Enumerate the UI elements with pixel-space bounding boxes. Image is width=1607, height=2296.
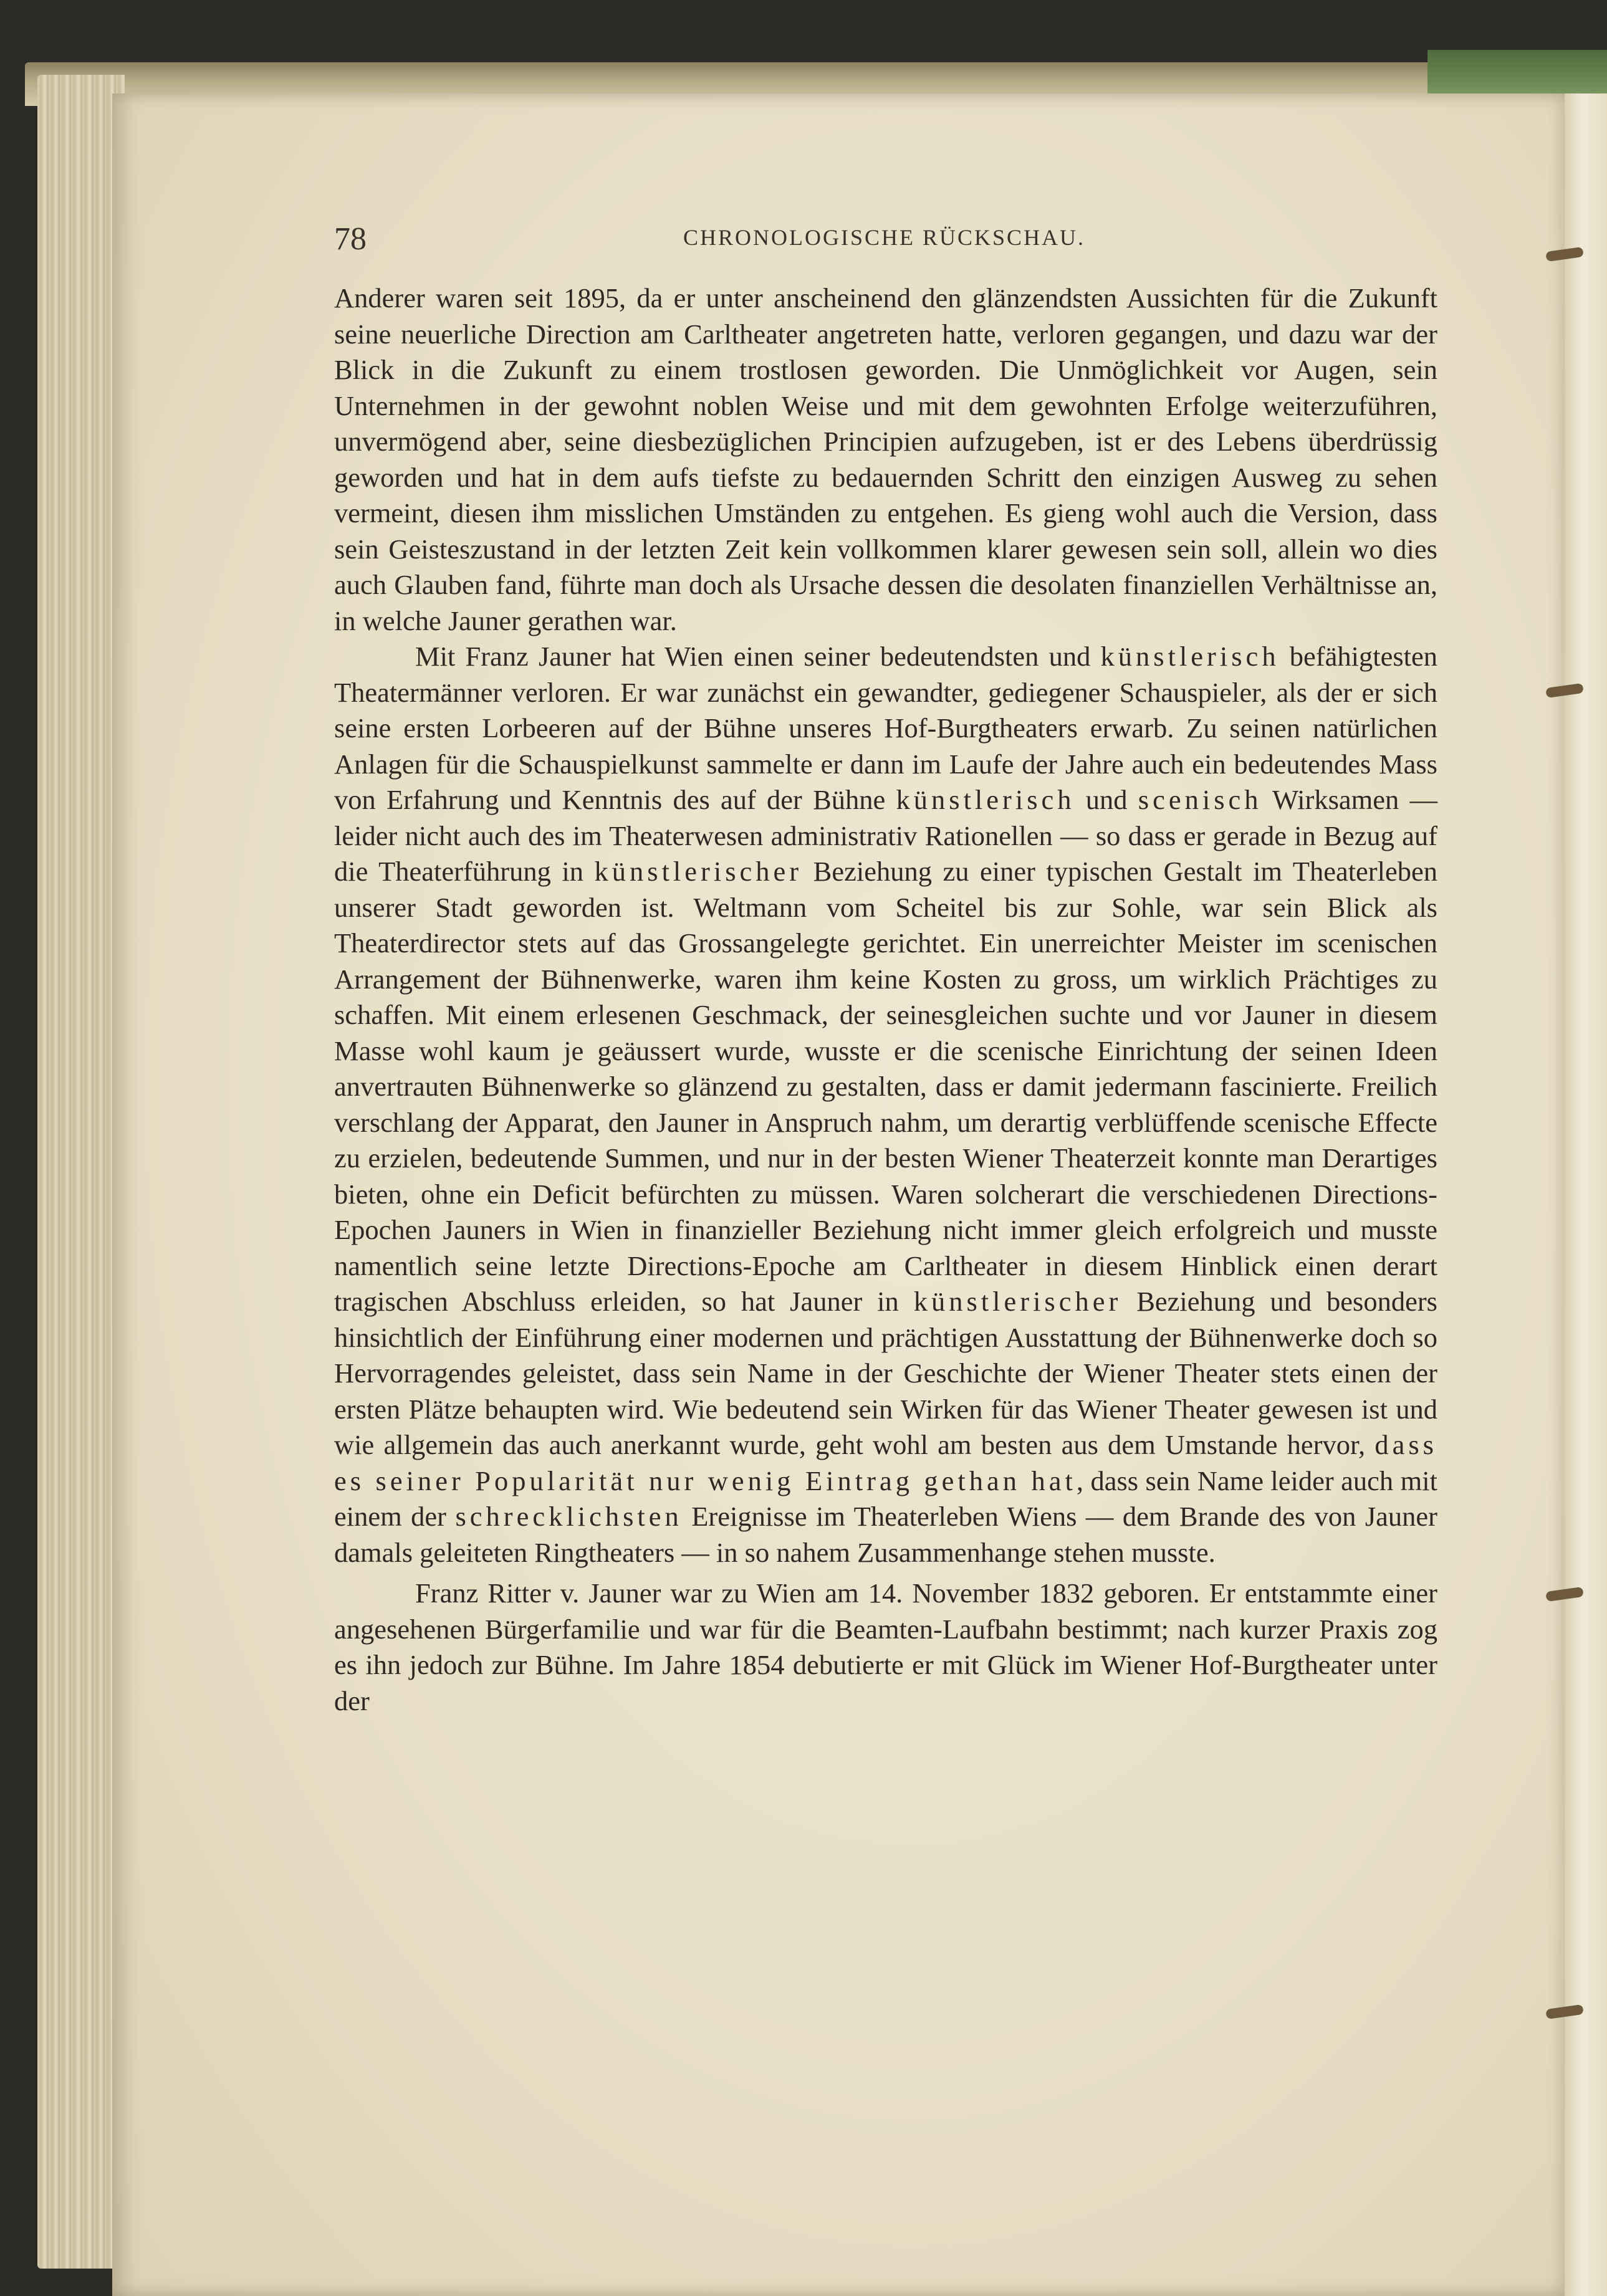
page-header — [334, 212, 1444, 262]
text-segment: und — [1075, 784, 1138, 815]
text-segment: befähigtesten Theatermänner verloren. Er war zunächst ein gewandter, gediegener Schauspieler, als der er sich seine ersten Lorbeeren auf der Bühne unseres Hof-Burgtheaters erwarb. Zu seinen natürlichen Anlagen für die Schauspielkunst sammelte er dann im Laufe der Jahre auch ein bedeutendes Mass von Erfahrung und Kenntnis des auf der Bühne — [334, 641, 1437, 815]
page-number: 78 — [334, 221, 367, 257]
spaced-emphasis-text: schrecklichsten — [455, 1501, 683, 1532]
spaced-emphasis-text: scenisch — [1138, 784, 1262, 815]
text-segment: Beziehung und besonders hinsichtlich der Einführung einer modernen und prächtigen Ausstattung der Bühnenwerke doch so Hervorragendes geleistet, dass sein Name in der Geschichte der Wiener Theater stets einen der ersten Plätze behaupten wird. Wie bedeutend sein Wirken für das Wiener Theater gewesen ist und wie allgemein das auch anerkannt wurde, geht wohl am besten aus dem Umstande hervor, — [334, 1286, 1437, 1460]
running-head: CHRONOLOGISCHE RÜCKSCHAU. — [683, 225, 1086, 250]
text-segment: Ereignisse im Theaterleben Wiens — dem Brande des von Jauner damals geleiteten Ringtheaters — in so nahem Zusammenhange stehen musste. — [334, 1501, 1437, 1568]
spaced-emphasis-text: künstlerisch — [896, 784, 1075, 815]
text-segment: Franz Ritter v. Jauner war zu Wien am 14. November 1832 geboren. Er entstammte einer angesehenen Bürgerfamilie und war für die Beamten-Laufbahn bestimmt; nach kurzer Praxis zog es ihn jedoch zur Bühne. Im Jahre 1854 debutierte er mit Glück im Wiener Hof-Burgtheater unter der — [334, 1577, 1437, 1716]
paragraph — [334, 1576, 1437, 1719]
text-segment: Mit Franz Jauner hat Wien einen seiner bedeutendsten und — [415, 641, 1101, 672]
spaced-emphasis-text: künstlerischer — [594, 856, 803, 887]
spaced-emphasis-text: künstlerischer — [913, 1286, 1122, 1317]
text-segment: Wirksamen — leider nicht auch des im Theaterwesen administrativ Rationellen — so dass er gerade in Bezug auf die Theaterführung in — [334, 784, 1438, 887]
text-segment: Anderer waren seit 1895, da er unter anscheinend den glänzendsten Aussichten für die Zukunft seine neuerliche Direction am Carltheater angetreten hatte, verloren gegangen, und dazu war der Blick in die Zukunft zu einem trostlosen geworden. Die Unmöglichkeit vor Augen, sein Unternehmen in der gewohnt noblen Weise und mit dem gewohnten Erfolge weiterzuführen, unvermögend aber, seine diesbezüglichen Principien aufzugeben, ist er des Lebens überdrüssig geworden und hat in dem aufs tiefste zu bedauernden Schritt den einzigen Ausweg zu sehen vermeint, diesen ihm misslichen Umständen zu entgehen. Es gieng wohl auch die Version, dass sein Geisteszustand in der letzten Zeit kein vollkommen klarer gewesen sein soll, allein wo dies auch Glauben fand, führte man doch als Ursache dessen die desolaten finanziellen Verhältnisse an, in welche Jauner gerathen war. — [334, 282, 1437, 636]
text-segment: , dass sein Name leider auch mit einem der — [334, 1465, 1437, 1532]
paragraph — [334, 280, 1437, 639]
paragraph — [334, 639, 1437, 1571]
spaced-emphasis-text: dass es seiner Popularität nur wenig Eintrag gethan hat — [334, 1429, 1437, 1496]
facing-page-strip — [1565, 93, 1607, 2296]
body-text — [334, 280, 1437, 1719]
page-stack-edge — [37, 75, 125, 2269]
text-segment: Beziehung zu einer typischen Gestalt im Theaterleben unserer Stadt geworden ist. Weltmann vom Scheitel bis zur Sohle, war sein Blick als Theaterdirector stets auf das Grossangelegte gerichtet. Ein unerreichter Meister im scenischen Arrangement der Bühnenwerke, waren ihm keine Kosten zu gross, um wirklich Prächtiges zu schaffen. Mit einem erlesenen Geschmack, der seinesgleichen suchte und vor Jauner in diesem Masse wohl kaum je geäussert wurde, wusste er die scenische Einrichtung der seinen Ideen anvertrauten Bühnenwerke so glänzend zu gestalten, dass er damit jedermann fascinierte. Freilich verschlang der Apparat, den Jauner in Anspruch nahm, um derartig verblüffende scenische Effecte zu erzielen, bedeutende Summen, und nur in der besten Wiener Theaterzeit konnte man Derartiges bieten, ohne ein Deficit befürchten zu müssen. Waren solcherart die verschiedenen Directions-Epochen Jauners in Wien in finanzieller Beziehung nicht immer gleich erfolgreich und musste namentlich seine letzte Directions-Epoche am Carltheater in diesem Hinblick einen derart tragischen Abschluss erleiden, so hat Jauner in — [334, 856, 1437, 1317]
spaced-emphasis-text: künstlerisch — [1100, 641, 1280, 672]
